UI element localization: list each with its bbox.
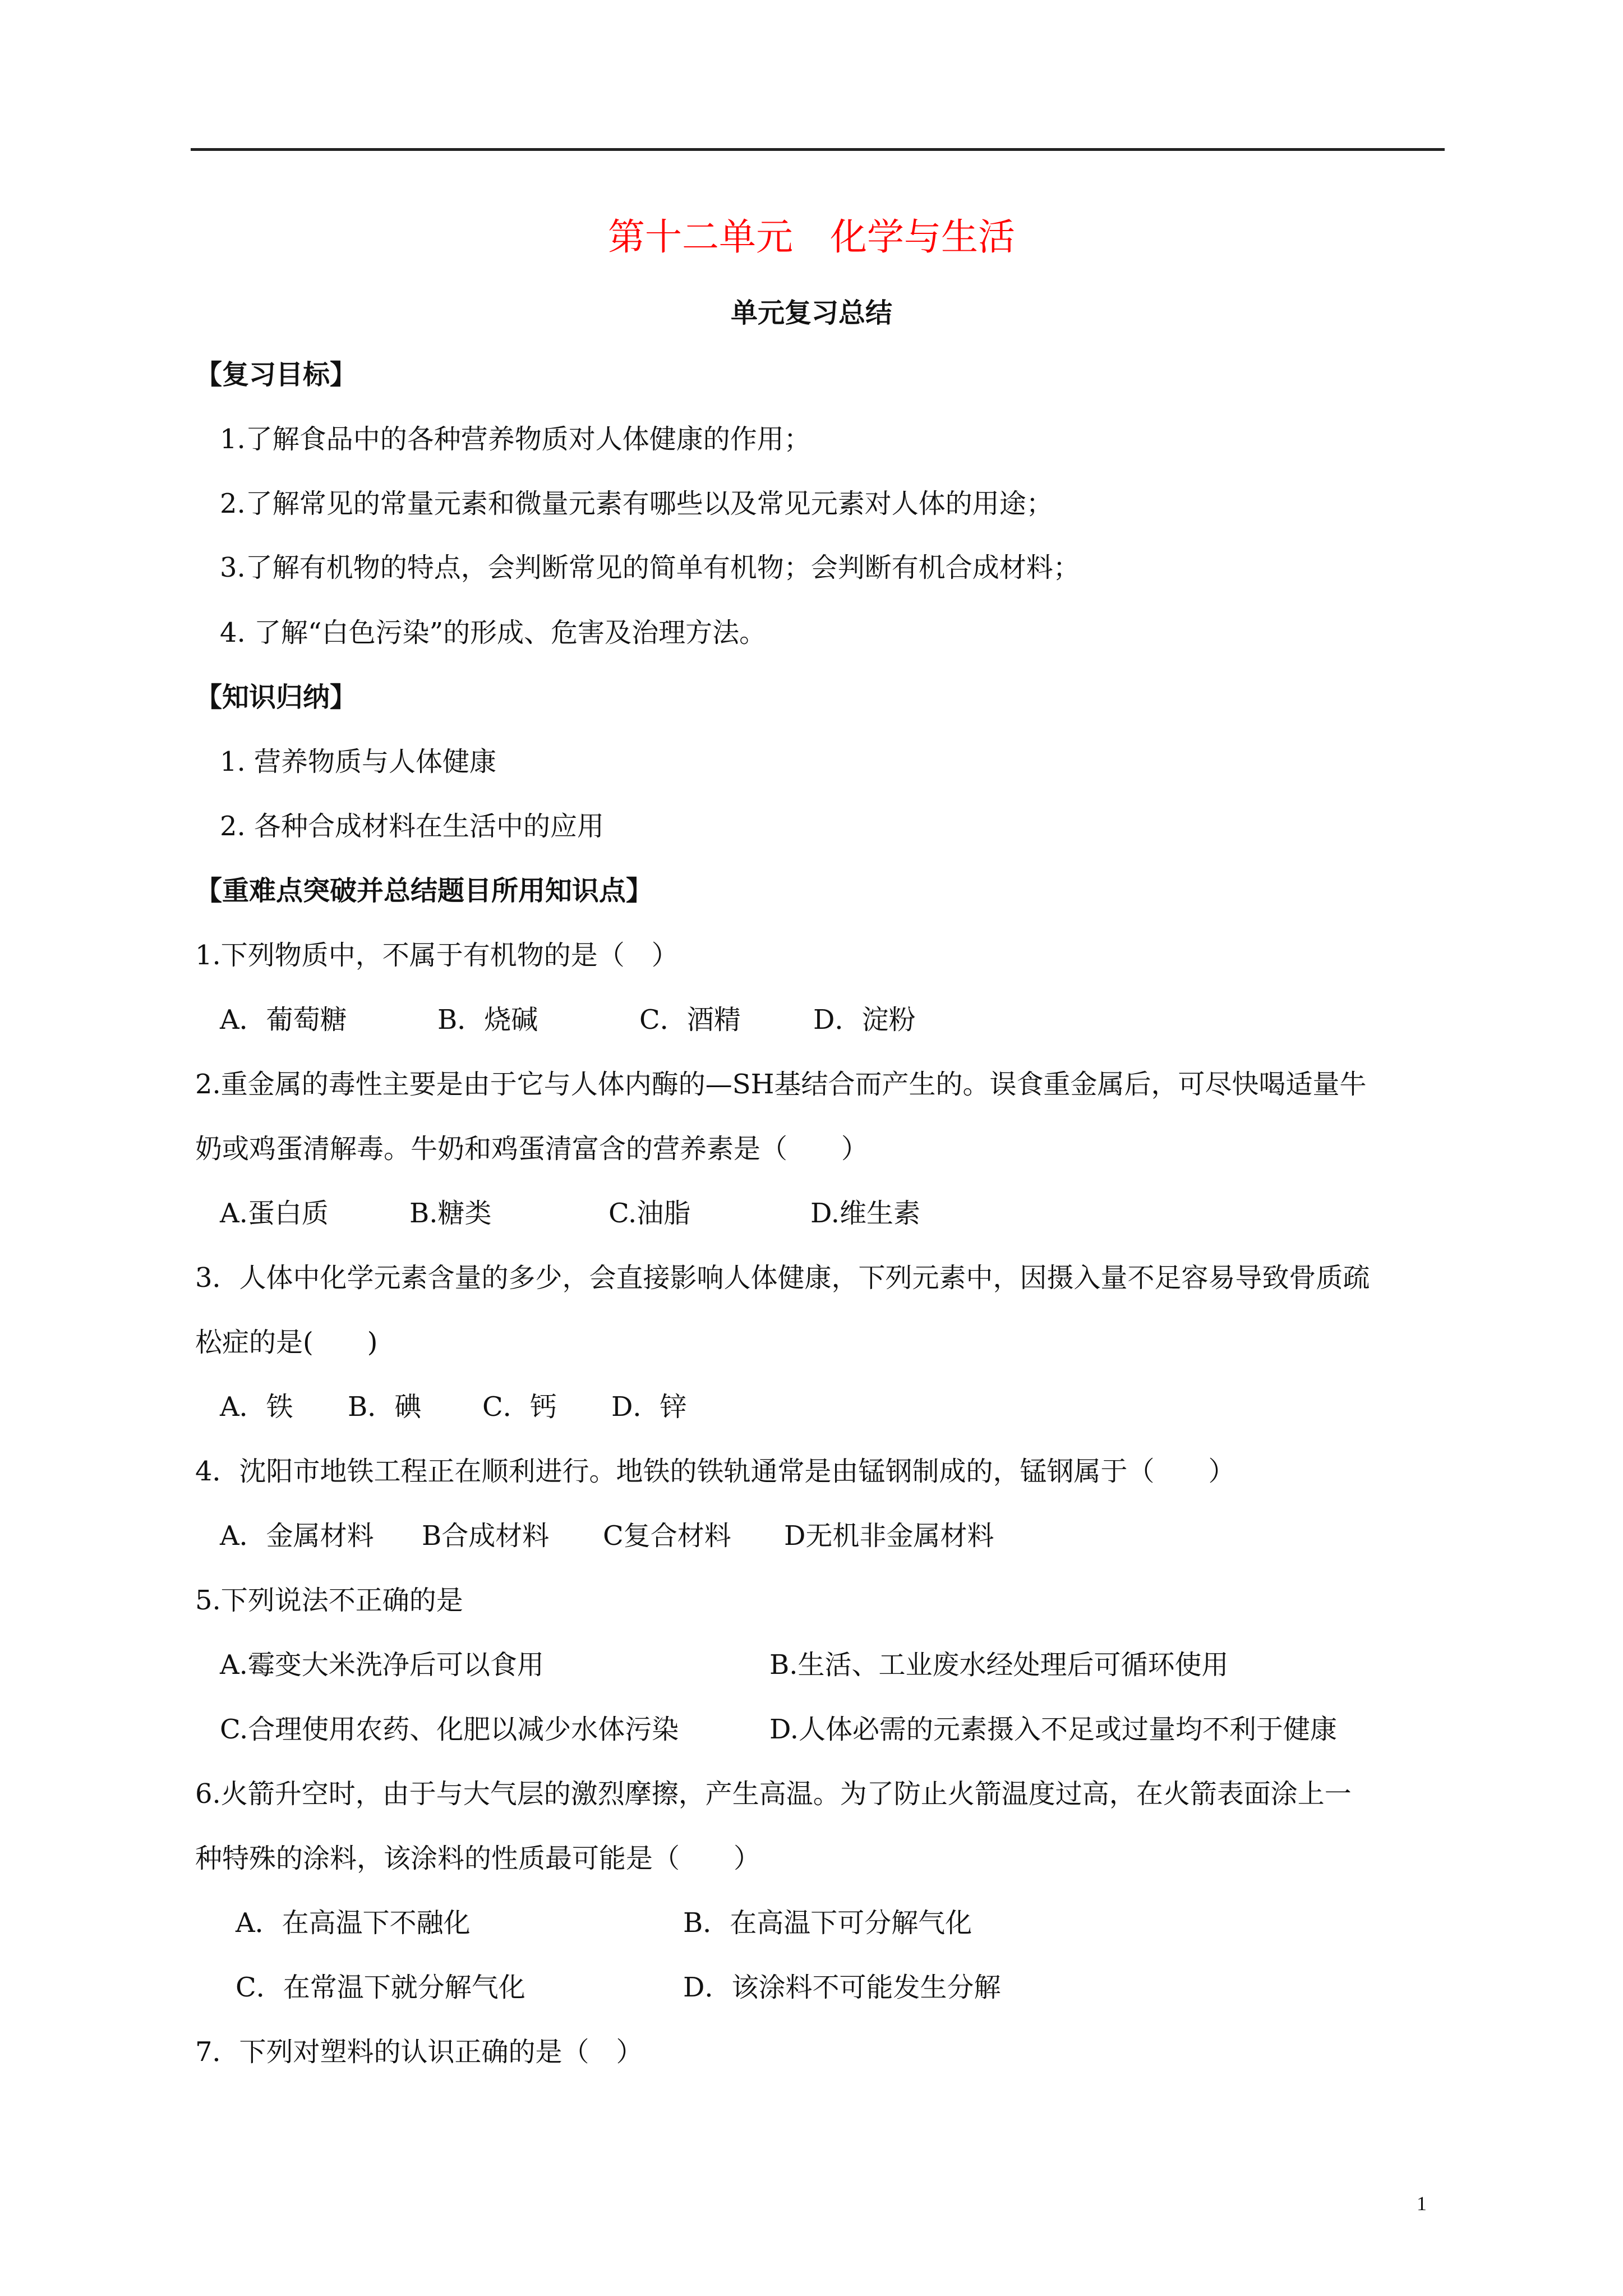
goal-item: 3.了解有机物的特点，会判断常见的简单有机物；会判断有机合成材料； [220,552,1080,583]
question-3-line: 3．人体中化学元素含量的多少，会直接影响人体健康，下列元素中，因摄入量不足容易导致骨质疏 [195,1262,1370,1294]
question-7: 7．下列对塑料的认识正确的是（ ） [195,2036,643,2068]
option-b: B.糖类 [409,1198,492,1229]
question-5: 5.下列说法不正确的是 [195,1585,463,1616]
option-b: B.生活、工业废水经处理后可循环使用 [769,1649,1229,1681]
key-points-heading: 【重难点突破并总结题目所用知识点】 [195,875,653,907]
option-a: A.蛋白质 [220,1198,329,1229]
goal-item: 1.了解食品中的各种营养物质对人体健康的作用； [220,424,811,455]
knowledge-item: 1. 营养物质与人体健康 [220,746,497,777]
option-d: D.维生素 [810,1198,921,1229]
option-c: C复合材料 [603,1520,731,1552]
option-d: D．锌 [611,1391,687,1423]
option-b: B．烧碱 [437,1004,538,1036]
header-rule [191,148,1445,151]
page-subtitle: 单元复习总结 [730,297,892,329]
option-c: C.油脂 [608,1198,691,1229]
option-d: D．该涂料不可能发生分解 [683,1972,1001,2003]
goal-item: 2.了解常见的常量元素和微量元素有哪些以及常见元素对人体的用途； [220,488,1053,519]
question-6-line: 6.火箭升空时，由于与大气层的激烈摩擦，产生高温。为了防止火箭温度过高，在火箭表面涂上一 [195,1778,1352,1810]
option-b: B．在高温下可分解气化 [683,1907,972,1939]
question-6-line: 种特殊的涂料，该涂料的性质最可能是（ ） [195,1843,761,1874]
goal-item: 4. 了解“白色污染”的形成、危害及治理方法。 [220,617,767,648]
option-c: C.合理使用农药、化肥以减少水体污染 [220,1714,679,1745]
option-b: B．碘 [348,1391,422,1423]
question-4: 4．沈阳市地铁工程正在顺利进行。地铁的铁轨通常是由锰钢制成的，锰钢属于（ ） [195,1456,1235,1487]
page-number: 1 [1417,2192,1427,2215]
goals-heading: 【复习目标】 [195,359,357,390]
knowledge-heading: 【知识归纳】 [195,682,357,713]
option-d: D无机非金属材料 [784,1520,994,1552]
option-a: A．金属材料 [220,1520,374,1552]
option-a: A.霉变大米洗净后可以食用 [220,1649,544,1681]
option-a: A．在高温下不融化 [236,1907,471,1939]
option-c: C．酒精 [639,1004,741,1036]
knowledge-item: 2. 各种合成材料在生活中的应用 [220,811,605,842]
question-2-line: 2.重金属的毒性主要是由于它与人体内酶的—SH基结合而产生的。误食重金属后，可尽快喝适量牛 [195,1069,1367,1100]
question-1: 1.下列物质中，不属于有机物的是（ ） [195,940,679,971]
option-a: A．铁 [220,1391,293,1423]
option-c: C．在常温下就分解气化 [236,1972,525,2003]
option-b: B合成材料 [422,1520,550,1552]
page-title: 第十二单元 化学与生活 [608,215,1015,259]
option-c: C．钙 [482,1391,557,1423]
question-3-line: 松症的是( ) [195,1327,378,1358]
option-d: D．淀粉 [813,1004,916,1036]
question-2-line: 奶或鸡蛋清解毒。牛奶和鸡蛋清富含的营养素是（ ） [195,1133,869,1165]
option-d: D.人体必需的元素摄入不足或过量均不利于健康 [769,1714,1338,1745]
option-a: A．葡萄糖 [220,1004,347,1036]
